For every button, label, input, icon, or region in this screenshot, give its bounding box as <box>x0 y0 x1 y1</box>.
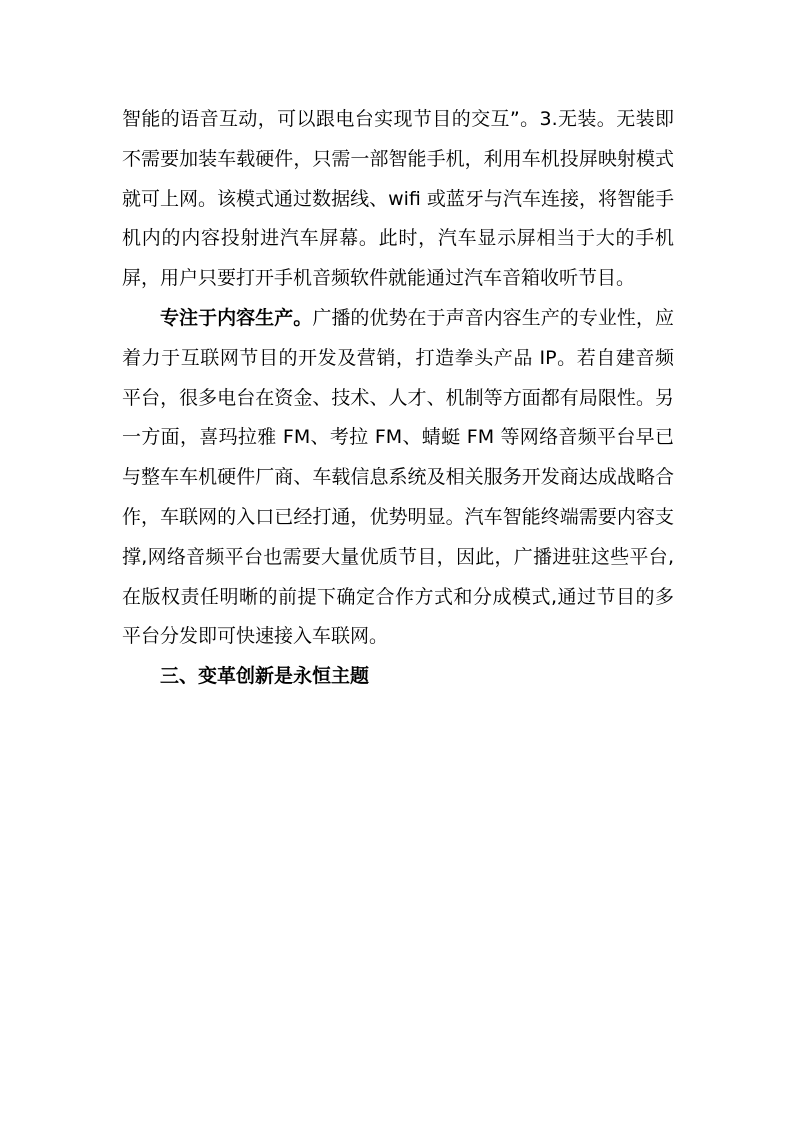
paragraph-lead-bold: 专注于内容生产。 <box>160 306 313 329</box>
section-heading: 三、变革创新是永恒主题 <box>160 665 370 688</box>
paragraph-wireless-mode: 智能的语音互动，可以跟电台实现节目的交互”。3.无装。无装即不需要加装车载硬件，只需一部智能手机，利用车机投屏映射模式就可上网。该模式通过数据线、wifi 或蓝牙与汽车连接，将智能手机内的内容投射进汽车屏幕。此时，汽车显示屏相当于大的手机屏，用户只要打开手机音频软件就能通过汽车音箱收听节目。 <box>122 108 674 290</box>
paragraph-content-production <box>122 299 674 657</box>
paragraph-body: 广播的优势在于声音内容生产的专业性，应着力于互联网节目的开发及营销，打造拳头产品 IP。若自建音频平台，很多电台在资金、技术、人才、机制等方面都有局限性。另一方面，喜玛拉雅 FM、考拉 FM、蜻蜓 FM 等网络音频平台早已与整车车机硬件厂商、车载信息系统及相关服务开发商达成战略合作，车联网的入口已经打通，优势明显。汽车智能终端需要内容支撑,网络音频平台也需要大量优质节目，因此，广播进驻这些平台,在版权责任明晰的前提下确定合作方式和分成模式,通过节目的多平台分发即可快速接入车联网。 <box>122 306 674 648</box>
document-body <box>122 100 674 697</box>
